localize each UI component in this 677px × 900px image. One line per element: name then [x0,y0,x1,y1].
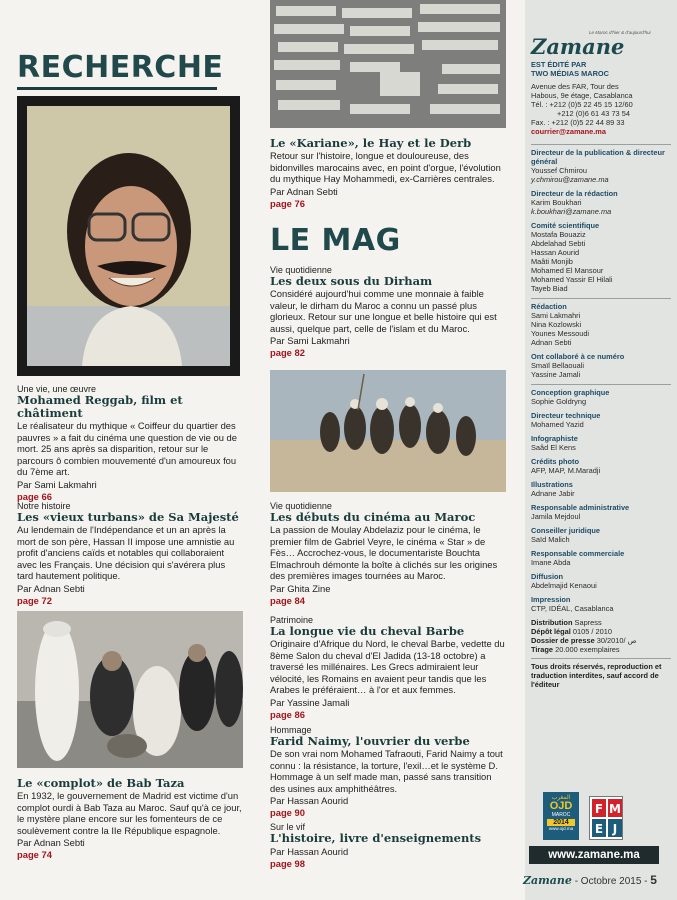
staff-block [531,526,671,544]
staff-role: Comité scientifique [531,221,600,230]
article-title[interactable]: L'histoire, livre d'enseignements [270,831,482,845]
ceremony-illustration [17,611,243,768]
cavalry-illustration [270,370,506,492]
staff-name: AFP, MAP, M.Maradji [531,466,601,475]
brand-logo: Zamane [531,34,625,59]
section-rule [17,87,217,90]
tirage-line: Tirage 20.000 exemplaires [531,645,620,654]
reggab-portrait-photo [17,96,240,376]
ojd-sub: MAROC [551,812,571,818]
staff-block [531,595,671,613]
article-title[interactable]: Les «vieux turbans» de Sa Majesté [17,510,239,524]
staff-block [531,352,671,379]
rights-notice: Tous droits réservés, reproduction et traduction interdites, sauf accord de l'éditeur [531,662,662,689]
staff-name: Younes Messoudi [531,329,590,338]
article-summary: Retour sur l'histoire, longue et douloureuse, des bidonvilles marocains avec, en point d'orgue, l'évolution du mythique Hay Mohammedi, ex-Carrières centrales. [270,150,501,184]
page-footer [523,873,673,887]
article-kicker: Hommage [270,725,312,735]
staff-name: Imane Abda [531,558,571,567]
article-turbans[interactable] [17,501,242,606]
ojd-badge [543,792,579,840]
staff-name[interactable]: y.chmirou@zamane.ma [531,175,609,184]
article-kariane[interactable] [270,137,506,209]
article-author: Par Sami Lakmahri [17,478,97,490]
masthead-sidebar [525,0,677,900]
article-page-ref[interactable]: page 84 [270,594,305,606]
staff-name: Mohamed Yazid [531,420,584,429]
staff-block [531,148,671,184]
article-title[interactable]: Mohamed Reggab, film et châtiment [17,393,183,420]
article-summary: Originaire d'Afrique du Nord, le cheval Barbe, vedette du 8ème Salon du cheval d'El Jadida (13-18 octobre) a traversé les millénaires. Les Grecs admiraient leur vélocité, les Romains en avaient peur tandis que les Arabes le préféraient… à l'or et aux femmes. [270,638,505,695]
staff-role: Directeur technique [531,411,601,420]
article-title[interactable]: Le «Kariane», le Hay et le Derb [270,136,472,150]
phone-line: +212 (0)6 61 43 73 54 [557,109,630,118]
kariane-aerial-photo [270,0,506,128]
article-title[interactable]: Les débuts du cinéma au Maroc [270,510,476,524]
staff-role: Ont collaboré à ce numéro [531,352,625,361]
staff-role: Conseiller juridique [531,526,600,535]
fmej-logo [592,799,622,837]
staff-name: Tayeb Biad [531,284,568,293]
staff-role: Responsable commerciale [531,549,625,558]
staff-block [531,411,671,429]
article-page-ref[interactable]: page 98 [270,858,305,869]
article-histoire[interactable] [270,822,506,869]
staff-role: Directeur de la rédaction [531,189,618,198]
edited-by-label: EST ÉDITÉ PAR [531,60,587,69]
staff-block [531,480,671,498]
article-page-ref[interactable]: page 76 [270,197,305,209]
staff-name: CTP, IDÉAL, Casablanca [531,604,614,613]
phone-line: Tél. : +212 (0)5 22 45 15 12/60 [531,100,633,109]
staff-block [531,434,671,452]
article-complot[interactable] [17,777,242,860]
article-reggab[interactable] [17,384,242,502]
staff-role: Directeur de la publication & directeur général [531,148,665,166]
staff-role: Infographiste [531,434,578,443]
article-dirham[interactable] [270,265,506,358]
staff-role: Illustrations [531,480,573,489]
staff-name: Karim Boukhari [531,198,582,207]
staff-name: Jamila Mejdoul [531,512,581,521]
divider [531,658,671,659]
article-summary: Le réalisateur du mythique « Coiffeur du quartier des pauvres » a fait du cinéma une question de vie ou de mort. 25 ans après sa disparition, retour sur le parcours ô combien mouvementé d'un amoureux fou du 7ème art. [17,420,237,477]
article-cinema[interactable] [270,501,506,606]
article-kicker: Patrimoine [270,615,314,625]
section-title-le-mag: LE MAG [270,223,401,258]
article-page-ref[interactable]: page 72 [17,594,52,606]
article-author: Par Adnan Sebti [270,185,338,197]
footer-brand: Zamane [523,874,572,887]
article-naimy[interactable] [270,725,506,818]
staff-role: Conception graphique [531,388,610,397]
article-author: Par Ghita Zine [270,582,331,594]
ojd-url: www.ojd.ma [548,826,574,831]
article-page-ref[interactable]: page 66 [17,490,52,502]
dossier-presse-line: Dossier de presse 30/ص /2010 [531,636,637,645]
bab-taza-photo [17,611,243,768]
staff-name: Nina Kozlowski [531,320,582,329]
article-kicker: Sur le vif [270,822,306,832]
article-summary: De son vrai nom Mohamed Tafraouti, Farid Naimy a tout connu : la résistance, la torture, l'exil…et le système D. Hommage à un self made man, passé sans transition des usines aux amphithéâtres. [270,748,503,794]
article-summary: La passion de Moulay Abdelaziz pour le cinéma, le premier film de Gabriel Veyre, le cinéma « Star » de Fès… Accrochez-vous, le documentariste Bouchta Elmachrouh démonte la boîte à clichés sur les origines des premières images tournées au Maroc. [270,524,498,581]
staff-role: Impression [531,595,571,604]
article-page-ref[interactable]: page 86 [270,708,305,720]
section-title-recherche: RECHERCHE [17,50,224,85]
article-kicker: Vie quotidienne [270,265,332,275]
brand-tagline: Le Maroc d'hier & d'aujourd'hui [589,30,651,35]
article-summary: Au lendemain de l'Indépendance et un an après la mort de son père, Hassan II impose une amnistie au profit d'anciens caïds et notables qui collaboraient avec les Français. Une décision qui s'avérera plus tard hautement politique. [17,524,235,581]
staff-name: Sophie Goldryng [531,397,587,406]
staff-name: Mostafa Bouaziz [531,230,586,239]
staff-name: Abdelahad Sebti [531,239,586,248]
page-number: 5 [650,873,657,887]
address-line: Habous, 9e étage, Casablanca [531,91,633,100]
staff-role: Crédits photo [531,457,580,466]
staff-name: Hassan Aourid [531,248,580,257]
fax-line: Fax. : +212 (0)5 22 44 89 33 [531,118,625,127]
ojd-year: 2014 [547,819,575,826]
staff-role: Responsable administrative [531,503,630,512]
article-page-ref[interactable]: page 74 [17,849,52,860]
publisher-name: TWO MÉDIAS MAROC [531,69,610,78]
staff-name: Maâti Monjib [531,257,573,266]
article-title[interactable]: Les deux sous du Dirham [270,274,433,288]
staff-block [531,572,671,590]
staff-name: Adnan Sebti [531,338,572,347]
svg-text:M: M [609,802,621,816]
staff-name: Youssef Chmirou [531,166,588,175]
staff-list [531,148,671,613]
staff-block [531,221,671,293]
article-author: Par Sami Lakmahri [270,335,350,346]
staff-block [531,503,671,521]
staff-name: Mohamed El Mansour [531,266,604,275]
svg-text:E: E [594,822,604,836]
address-line: Avenue des FAR, Tour des [531,82,619,91]
staff-name[interactable]: k.boukhari@zamane.ma [531,207,612,216]
divider [531,144,671,145]
article-author: Par Hassan Aourid [270,846,349,857]
svg-text:F: F [594,802,604,816]
staff-name: Saïd Malich [531,535,570,544]
article-author: Par Yassine Jamali [270,696,350,708]
staff-name: Yassine Jamali [531,370,581,379]
staff-name: Saâd El Kens [531,443,576,452]
article-summary: En 1932, le gouvernement de Madrid est victime d'un complot ourdi à Bab Taza au Maroc. Sauf qu'à ce jour, le mystère plane encore sur les fomenteurs de ce soulèvement contre la IIe République espagnole. [17,790,242,836]
staff-name: Smaïl Bellaouali [531,361,584,370]
article-kicker: Vie quotidienne [270,501,332,511]
staff-role: Rédaction [531,302,567,311]
website-link[interactable]: www.zamane.ma [529,846,659,864]
staff-block [531,388,671,406]
article-cheval[interactable] [270,615,506,720]
staff-block [531,549,671,567]
footer-issue: - Octobre 2015 - [574,876,648,887]
article-kicker: Notre histoire [17,501,71,511]
aerial-illustration [270,0,506,128]
fmej-badge [589,796,623,840]
article-title[interactable]: Le «complot» de Bab Taza [17,776,185,790]
article-kicker: Une vie, une œuvre [17,384,97,394]
article-author: Par Adnan Sebti [17,582,85,594]
article-title[interactable]: Farid Naimy, l'ouvrier du verbe [270,734,470,748]
contact-email-link[interactable]: courrier@zamane.ma [531,127,606,136]
ojd-arabic: المغرب [551,795,571,801]
article-page-ref[interactable]: page 82 [270,347,305,358]
article-author: Par Adnan Sebti [17,837,85,848]
staff-name: Adnane Jabir [531,489,575,498]
staff-name: Abdelmajid Kenaoui [531,581,597,590]
article-page-ref[interactable]: page 90 [270,807,305,818]
article-summary: Considéré aujourd'hui comme une monnaie à faible valeur, le dirham du Maroc a connu un passé plus glorieux. Retour sur une longue et belle histoire qui est aussi, quelque part, celle de l'islam et du Maroc. [270,288,497,334]
staff-role: Diffusion [531,572,564,581]
portrait-illustration [27,106,230,366]
staff-block [531,302,671,347]
divider [531,384,671,385]
staff-name: Sami Lakmahri [531,311,581,320]
ojd-label: OJD [549,800,573,812]
article-author: Par Hassan Aourid [270,795,349,806]
svg-text:J: J [612,822,618,836]
cavalry-photo [270,370,506,492]
divider [531,298,671,299]
staff-name: Mohamed Yassir El Hilali [531,275,613,284]
depot-legal-line: Dépôt légal 0105 / 2010 [531,627,612,636]
distribution-line: Distribution Sapress [531,618,602,627]
staff-block [531,457,671,475]
staff-block [531,189,671,216]
article-title[interactable]: La longue vie du cheval Barbe [270,624,465,638]
